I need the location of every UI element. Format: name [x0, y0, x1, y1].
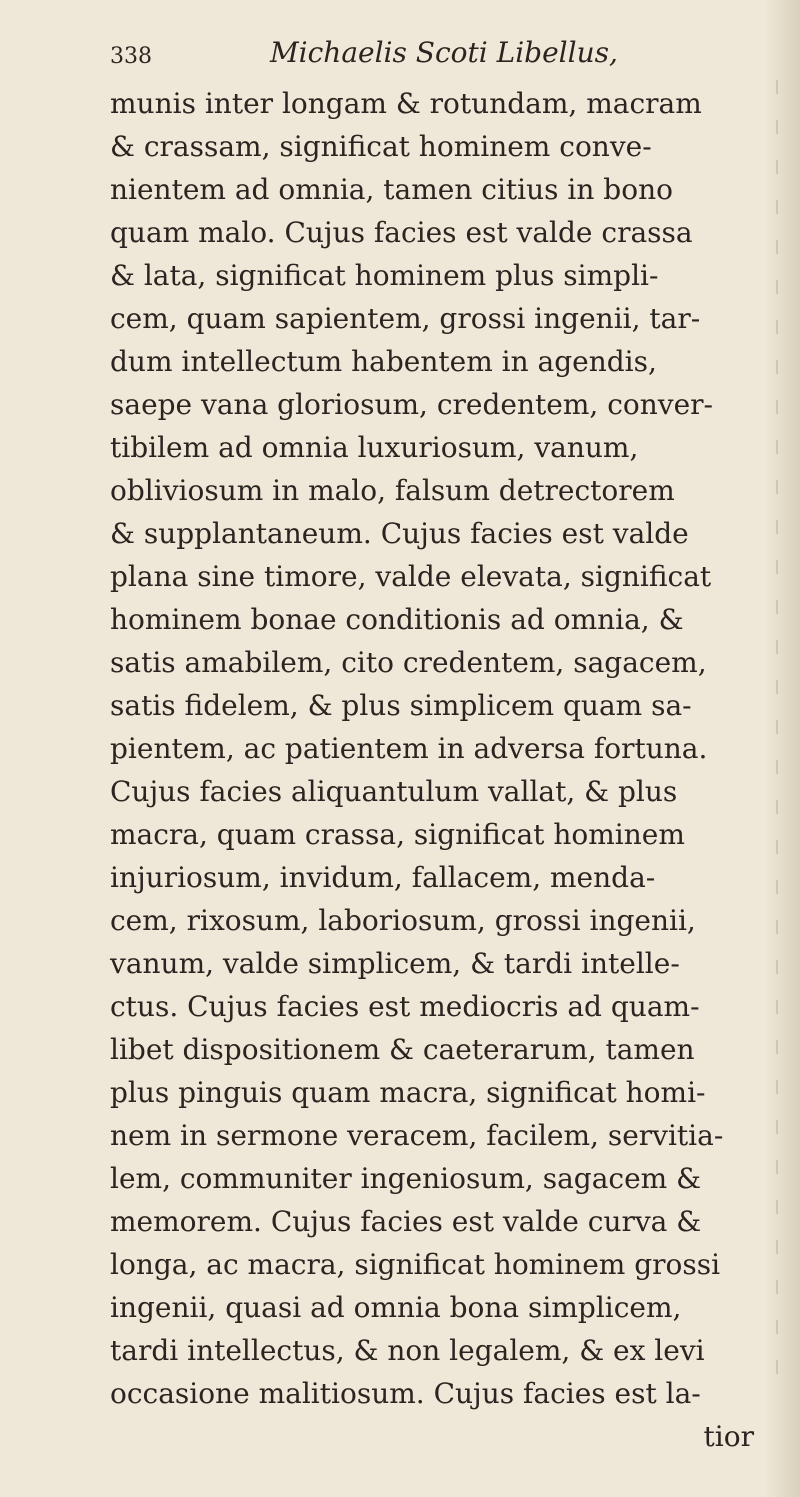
text-line: & supplantaneum. Cujus facies est valde: [110, 517, 689, 550]
text-line: ctus. Cujus facies est mediocris ad quam-: [110, 990, 700, 1023]
page-gutter-mark: [776, 80, 778, 1390]
text-line: ingenii, quasi ad omnia bona simplicem,: [110, 1291, 682, 1324]
text-line: cem, quam sapientem, grossi ingenii, tar-: [110, 302, 701, 335]
text-line: vanum, valde simplicem, & tardi intelle-: [110, 947, 680, 980]
text-line: lem, communiter ingeniosum, sagacem &: [110, 1162, 702, 1195]
text-line: memorem. Cujus facies est valde curva &: [110, 1205, 702, 1238]
text-line: libet dispositionem & caeterarum, tamen: [110, 1033, 695, 1066]
text-line: nem in sermone veracem, facilem, servitia-: [110, 1119, 724, 1152]
text-line: munis inter longam & rotundam, macram: [110, 87, 702, 120]
text-line: quam malo. Cujus facies est valde crassa: [110, 216, 693, 249]
text-line: nientem ad omnia, tamen citius in bono: [110, 173, 673, 206]
page-number: 338: [110, 44, 152, 69]
running-head: Michaelis Scoti Libellus,: [270, 36, 618, 69]
text-line: tibilem ad omnia luxuriosum, vanum,: [110, 431, 639, 464]
text-line: obliviosum in malo, falsum detrectorem: [110, 474, 675, 507]
text-line: macra, quam crassa, significat hominem: [110, 818, 685, 851]
text-line: injuriosum, invidum, fallacem, menda-: [110, 861, 656, 894]
body-text: [110, 82, 770, 1458]
text-line: saepe vana gloriosum, credentem, conver-: [110, 388, 713, 421]
text-line: & lata, significat hominem plus simpli-: [110, 259, 659, 292]
text-line: tardi intellectus, & non legalem, & ex levi: [110, 1334, 705, 1367]
text-line: & crassam, significat hominem conve-: [110, 130, 652, 163]
text-line: occasione malitiosum. Cujus facies est la-: [110, 1377, 701, 1410]
text-line: pientem, ac patientem in adversa fortuna.: [110, 732, 708, 765]
text-line: Cujus facies aliquantulum vallat, & plus: [110, 775, 678, 808]
catchword: tior: [703, 1420, 754, 1453]
text-line: plus pinguis quam macra, significat homi-: [110, 1076, 706, 1109]
text-line: cem, rixosum, laboriosum, grossi ingenii,: [110, 904, 696, 937]
text-line: hominem bonae conditionis ad omnia, &: [110, 603, 684, 636]
text-line: plana sine timore, valde elevata, significat: [110, 560, 712, 593]
text-line: dum intellectum habentem in agendis,: [110, 345, 657, 378]
text-line: satis amabilem, cito credentem, sagacem,: [110, 646, 707, 679]
text-line: longa, ac macra, significat hominem grossi: [110, 1248, 721, 1281]
page-header: [110, 30, 690, 80]
text-line: satis fidelem, & plus simplicem quam sa-: [110, 689, 692, 722]
